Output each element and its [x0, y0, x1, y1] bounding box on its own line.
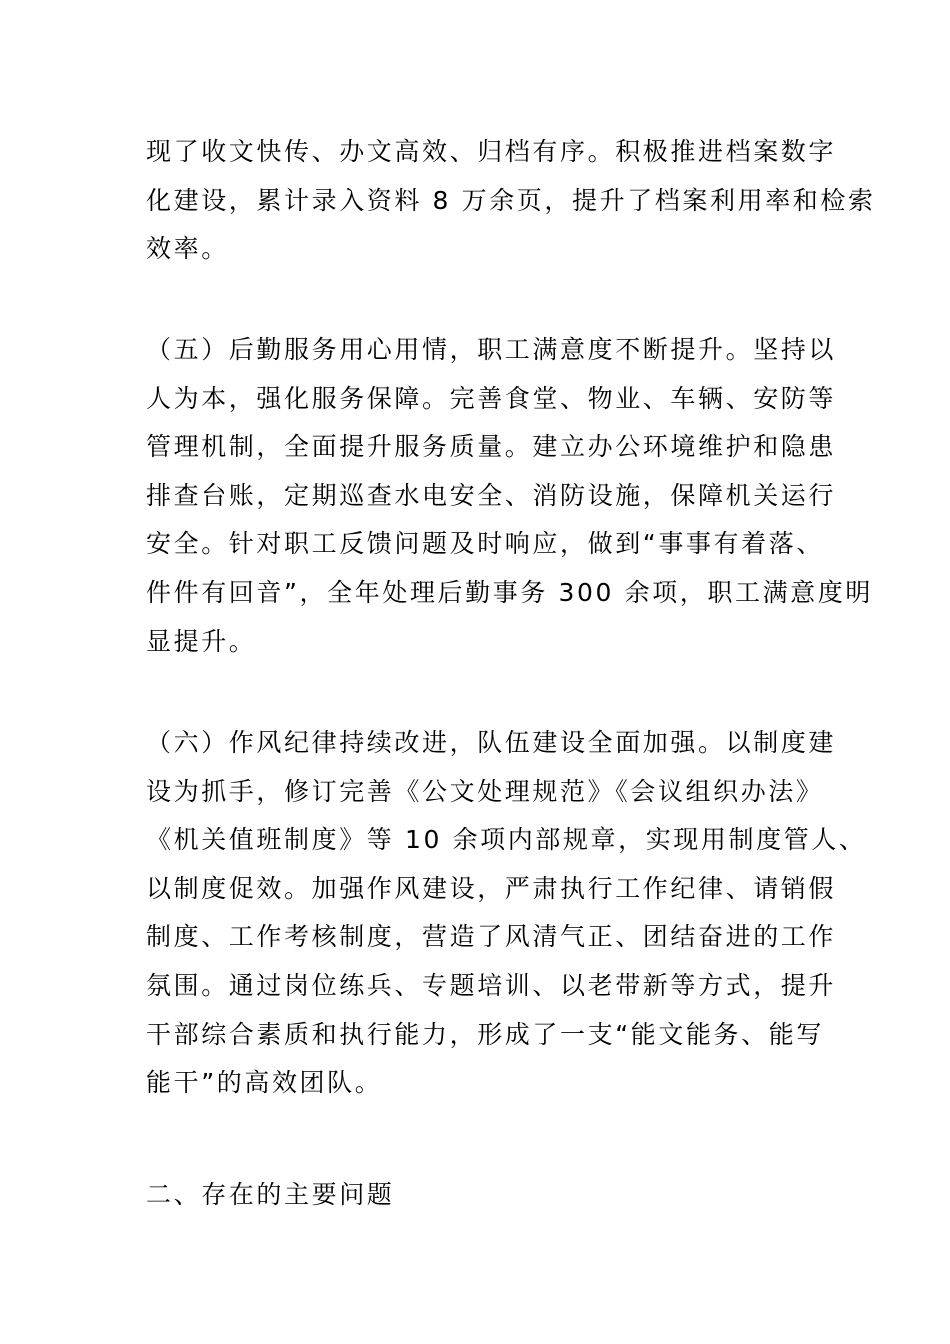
paragraph-archive-continuation	[146, 128, 876, 274]
text-line: 效率。	[146, 234, 229, 264]
section-heading-text: 二、存在的主要问题	[146, 1180, 395, 1209]
text-line: 安全。针对职工反馈问题及时响应，做到“事事有着落、	[146, 529, 824, 559]
text-line: 干部综合素质和执行能力，形成了一支“能文能务、能写	[146, 1019, 824, 1049]
text-line: 氛围。通过岗位练兵、专题培训、以老带新等方式，提升	[146, 970, 837, 1000]
text-line: 化建设，累计录入资料 8 万余页，提升了档案利用率和检索	[146, 185, 876, 215]
text-line: （六）作风纪律持续改进，队伍建设全面加强。以制度建	[146, 728, 837, 757]
text-line: 现了收文快传、办文高效、归档有序。积极推进档案数字	[146, 137, 837, 166]
section-heading	[146, 1171, 806, 1220]
text-line: 《机关值班制度》等 10 余项内部规章，实现用制度管人、	[146, 825, 867, 855]
text-line: 以制度促效。加强作风建设，严肃执行工作纪律、请销假	[146, 873, 837, 903]
text-line: 制度、工作考核制度，营造了风清气正、团结奋进的工作	[146, 922, 837, 952]
text-line: 管理机制，全面提升服务质量。建立办公环境维护和隐患	[146, 432, 837, 462]
text-line: 设为抓手，修订完善《公文处理规范》《会议组织办法》	[146, 776, 824, 806]
paragraph-logistics-service	[146, 326, 873, 666]
text-line: 件件有回音”，全年处理后勤事务 300 余项，职工满意度明	[146, 577, 873, 607]
text-line: 能干”的高效团队。	[146, 1068, 383, 1098]
text-line: 人为本，强化服务保障。完善食堂、物业、车辆、安防等	[146, 383, 837, 413]
text-line: 排查台账，定期巡查水电安全、消防设施，保障机关运行	[146, 480, 837, 510]
text-line: （五）后勤服务用心用情，职工满意度不断提升。坚持以	[146, 335, 837, 364]
text-line: 显提升。	[146, 626, 257, 656]
paragraph-discipline-team	[146, 719, 867, 1108]
